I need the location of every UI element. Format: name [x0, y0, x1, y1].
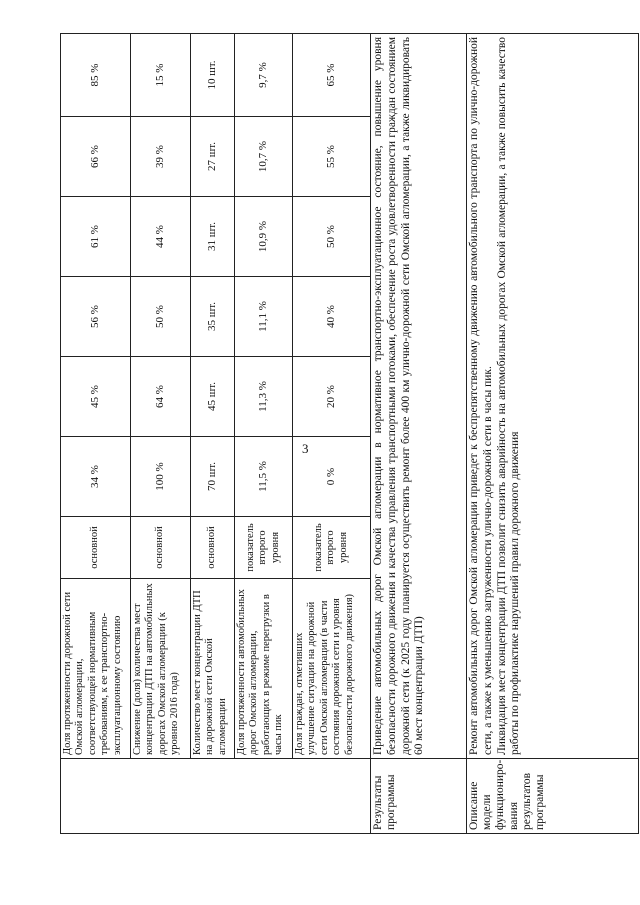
- indicator-value: 66 %: [61, 117, 131, 197]
- indicator-value: 27 шт.: [191, 117, 235, 197]
- indicators-label-cell: [61, 759, 371, 834]
- indicator-row: [235, 34, 293, 834]
- indicator-value: 50 %: [131, 277, 191, 357]
- indicator-value: 56 %: [61, 277, 131, 357]
- model-paragraph-1: Ремонт автомобильных дорог Омской агломерации приведет к беспрепятственному движению автомобильного транспорта по улично-дорожной сети, а также к уменьшению загруженности улично-дорожной сети в часы пик.: [468, 37, 494, 755]
- indicator-row: [293, 34, 371, 834]
- indicator-value: 10 шт.: [191, 34, 235, 117]
- page-number: 3: [302, 441, 309, 456]
- indicator-value: 11,1 %: [235, 277, 293, 357]
- indicator-value: 20 %: [293, 357, 371, 437]
- indicator-value: 45 шт.: [191, 357, 235, 437]
- indicator-name: Доля протяженности дорожной сети Омской агломерации, соответствующей нормативным требованиям, к ее транспортно-эксплуатационному состоянию: [61, 579, 131, 759]
- results-text: Приведение автомобильных дорог Омской агломерации в нормативное транспортно-эксплуатационное состояние, повышение уровня безопасности дорожного движения и качества управления транспортными потоками, обеспечение роста удовлетворенности граждан состоянием дорожной сети (к 2025 году планируется осуществить ремонт более 400 км улично-дорожной сети Омской агломерации, а также ликвидировать 60 мест концентрации ДТП): [371, 34, 467, 759]
- indicator-value: 39 %: [131, 117, 191, 197]
- indicator-value: 40 %: [293, 277, 371, 357]
- model-label: Описание модели функциониро-вания результатов программы: [467, 759, 639, 834]
- indicator-value: 15 %: [131, 34, 191, 117]
- indicator-value: 100 %: [131, 437, 191, 517]
- indicator-value: 70 шт.: [191, 437, 235, 517]
- indicator-value: 0 %: [293, 437, 371, 517]
- indicator-name: Снижение (доля) количества мест концентрации ДТП на автомобильных дорогах Омской агломерации (к уровню 2016 года): [131, 579, 191, 759]
- indicator-value: 9,7 %: [235, 34, 293, 117]
- indicator-row: [61, 34, 131, 834]
- indicator-name: Количество мест концентрации ДТП на дорожной сети Омской агломерации: [191, 579, 235, 759]
- indicator-value: 55 %: [293, 117, 371, 197]
- indicator-level: показатель второго уровня: [235, 517, 293, 579]
- model-description: [467, 34, 639, 759]
- model-row: [467, 34, 639, 834]
- program-table-rotated: [60, 34, 638, 834]
- indicator-value: 65 %: [293, 34, 371, 117]
- indicator-value: 44 %: [131, 197, 191, 277]
- indicator-value: 10,9 %: [235, 197, 293, 277]
- indicator-value: 34 %: [61, 437, 131, 517]
- indicator-row: [191, 34, 235, 834]
- indicator-value: 45 %: [61, 357, 131, 437]
- indicator-level: основной: [191, 517, 235, 579]
- indicator-value: 11,3 %: [235, 357, 293, 437]
- indicator-value: 50 %: [293, 197, 371, 277]
- indicator-row: [131, 34, 191, 834]
- indicator-level: основной: [131, 517, 191, 579]
- indicator-value: 35 шт.: [191, 277, 235, 357]
- indicator-level: основной: [61, 517, 131, 579]
- indicator-value: 10,7 %: [235, 117, 293, 197]
- indicator-value: 85 %: [61, 34, 131, 117]
- model-paragraph-2: Ликвидация мест концентрации ДТП позволит снизить аварийность на автомобильных дорогах Омской агломерации, а также повысить качество работы по профилактике нарушений правил дорожного движения: [495, 37, 522, 755]
- indicator-level: показатель второго уровня: [293, 517, 371, 579]
- results-row: [371, 34, 467, 834]
- indicator-value: 61 %: [61, 197, 131, 277]
- indicator-value: 11,5 %: [235, 437, 293, 517]
- results-label: Результаты программы: [371, 759, 467, 834]
- indicator-name: Доля граждан, отметивших улучшение ситуации на дорожной сети Омской агломерации (в части состояния дорожной сети и уровня безопасности дорожного движения): [293, 579, 371, 759]
- program-passport-table: [60, 33, 639, 834]
- indicator-name: Доля протяженности автомобильных дорог Омской агломерации, работающих в режиме перегрузки в часы пик: [235, 579, 293, 759]
- indicator-value: 31 шт.: [191, 197, 235, 277]
- indicator-value: 64 %: [131, 357, 191, 437]
